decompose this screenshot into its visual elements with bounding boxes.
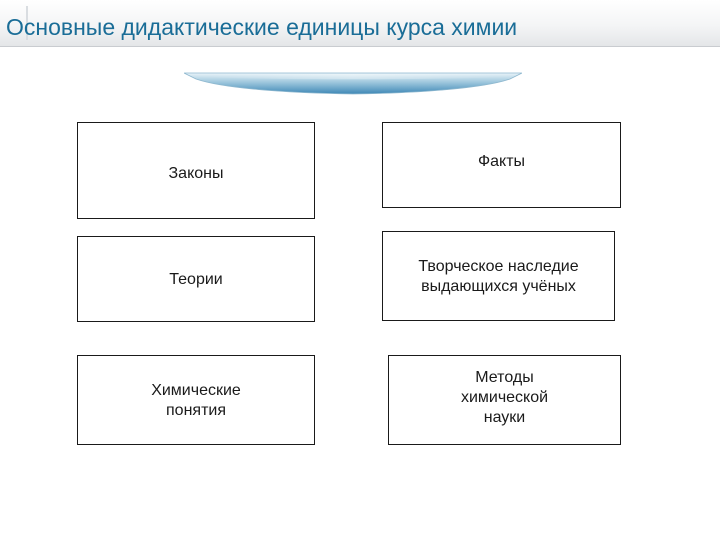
- title-bar: [0, 0, 720, 47]
- slide-title: Основные дидактические единицы курса химии: [6, 14, 518, 40]
- box-methods-label: Методы химической науки: [460, 369, 549, 426]
- box-concepts-label: Химические понятия: [151, 382, 241, 419]
- header-banner-shape: [184, 72, 522, 96]
- box-laws-label: Законы: [168, 164, 224, 182]
- box-theories: [77, 236, 315, 322]
- box-laws: [77, 122, 315, 219]
- box-heritage: [382, 231, 615, 321]
- box-concepts: [77, 355, 315, 445]
- box-facts: [382, 122, 621, 208]
- box-theories-label: Теории: [169, 271, 223, 288]
- box-methods: [388, 355, 621, 445]
- box-facts-label: Факты: [477, 153, 526, 170]
- box-heritage-label: Творческое наследие выдающихся учёных: [418, 258, 579, 295]
